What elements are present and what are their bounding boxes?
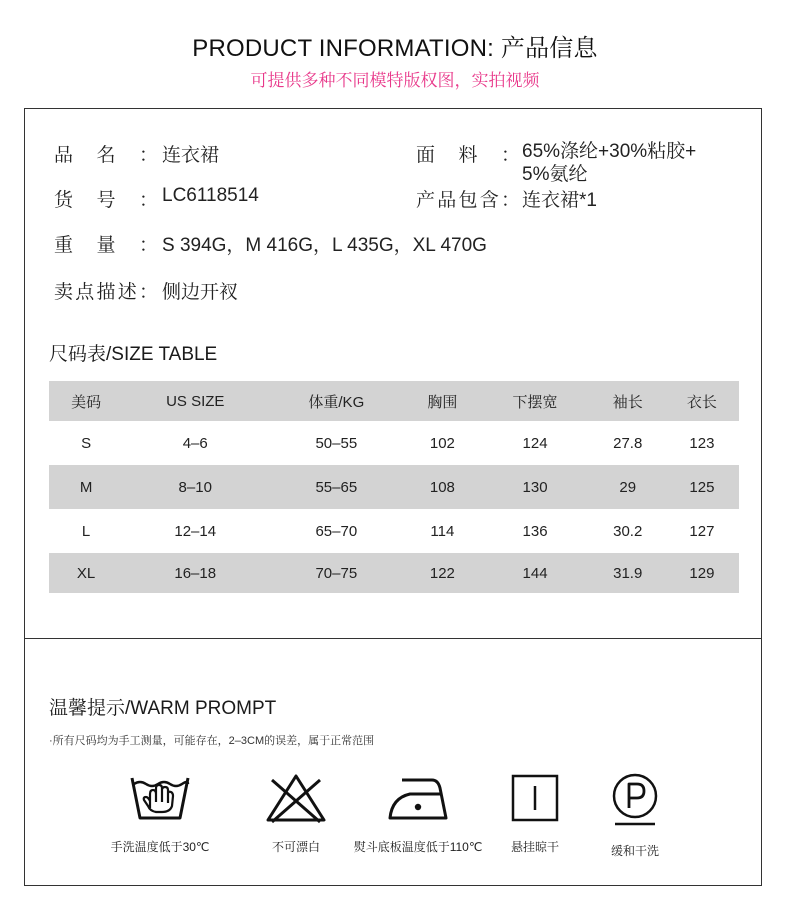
info-selling-value: 侧边开衩 [162,282,239,303]
size-cell: 4–6 [182,434,208,452]
size-header-cell: 袖长 [591,381,665,421]
care-item-iron [348,772,488,855]
care-label: 悬挂晾干 [510,840,559,854]
size-cell: L [81,522,91,540]
hand-wash-icon [128,772,192,824]
size-header-cell: 衣长 [665,381,739,421]
size-header-cell: US SIZE [123,381,267,421]
info-name-label: 品名： [54,145,158,166]
size-cell: 27.8 [613,434,643,452]
info-selling-label: 卖点描述： [54,282,158,303]
size-cell: 127 [689,522,715,540]
info-fabric-value [522,140,696,186]
size-cell: 16–18 [123,553,267,593]
size-cell: 30.2 [613,522,643,540]
size-cell: 65–70 [315,522,358,540]
size-cell: 8–10 [123,465,267,509]
size-header-cell: 体重/KG [267,381,405,421]
care-label: 缓和干洗 [610,844,659,858]
size-cell: 122 [405,553,479,593]
info-selling-row [54,277,238,304]
size-cell: 50–55 [315,434,358,452]
page-subtitle: 可提供多种不同模特版权图，实拍视频 [250,71,540,90]
size-cell: M [49,465,123,509]
info-weight-row [54,230,487,257]
info-code-row [54,185,259,212]
dry-clean-p-icon [603,772,667,828]
info-fabric-line2: 5%氨纶 [522,164,588,185]
size-table-header-row [49,381,739,421]
info-contents-value: 连衣裙*1 [522,190,597,211]
care-item-hang-dry [480,772,590,855]
size-cell: 31.9 [591,553,665,593]
warm-prompt-title: 温馨提示/WARM PROMPT [49,698,277,719]
info-fabric-line1: 65%涤纶+30%粘胶+ [522,141,697,162]
hang-dry-icon [503,772,567,824]
info-code-value: LC6118514 [162,185,259,206]
info-fabric-row [416,140,696,186]
section-divider [24,638,762,639]
care-label: 熨斗底板温度低于110℃ [353,840,483,854]
info-name-row [54,140,219,167]
table-row [49,553,739,593]
care-label: 手洗温度低于30℃ [110,840,210,854]
page-title: PRODUCT INFORMATION: 产品信息 [192,35,598,62]
size-header-cell: 胸围 [405,381,479,421]
size-cell: 144 [479,553,590,593]
size-cell: 12–14 [174,522,217,540]
size-table [49,381,739,593]
info-contents-label: 产品包含： [416,190,520,211]
size-table-title: 尺码表/SIZE TABLE [49,344,218,365]
info-contents-row [416,185,597,212]
size-cell: 108 [405,465,479,509]
size-cell: 129 [665,553,739,593]
info-name-value: 连衣裙 [162,145,220,166]
size-cell: 125 [665,465,739,509]
size-cell: 114 [430,522,455,540]
info-code-label: 货号： [54,190,158,211]
size-header-cell: 美码 [49,381,123,421]
info-fabric-label: 面料： [416,145,520,166]
size-cell: 124 [522,434,548,452]
care-item-no-bleach [236,772,356,855]
size-cell: S [81,434,92,452]
table-row [49,465,739,509]
size-cell: 29 [591,465,665,509]
table-row [49,509,739,553]
size-cell: 55–65 [267,465,405,509]
size-cell: 130 [479,465,590,509]
size-cell: 102 [429,434,455,452]
table-row [49,421,739,465]
size-cell: 123 [689,434,715,452]
measurement-note: ·所有尺码均为手工测量，可能存在，2–3CM的误差，属于正常范围 [49,735,375,747]
care-label: 不可漂白 [271,840,320,854]
size-cell: 70–75 [267,553,405,593]
size-cell: 136 [522,522,548,540]
care-item-hand-wash [100,772,220,855]
no-bleach-icon [264,772,328,824]
info-weight-value: S 394G，M 416G，L 435G，XL 470G [162,235,487,256]
iron-icon [386,772,450,824]
size-cell: XL [49,553,123,593]
size-header-cell: 下摆宽 [479,381,590,421]
info-weight-label: 重量： [54,235,158,256]
care-item-dry-clean [580,772,690,859]
